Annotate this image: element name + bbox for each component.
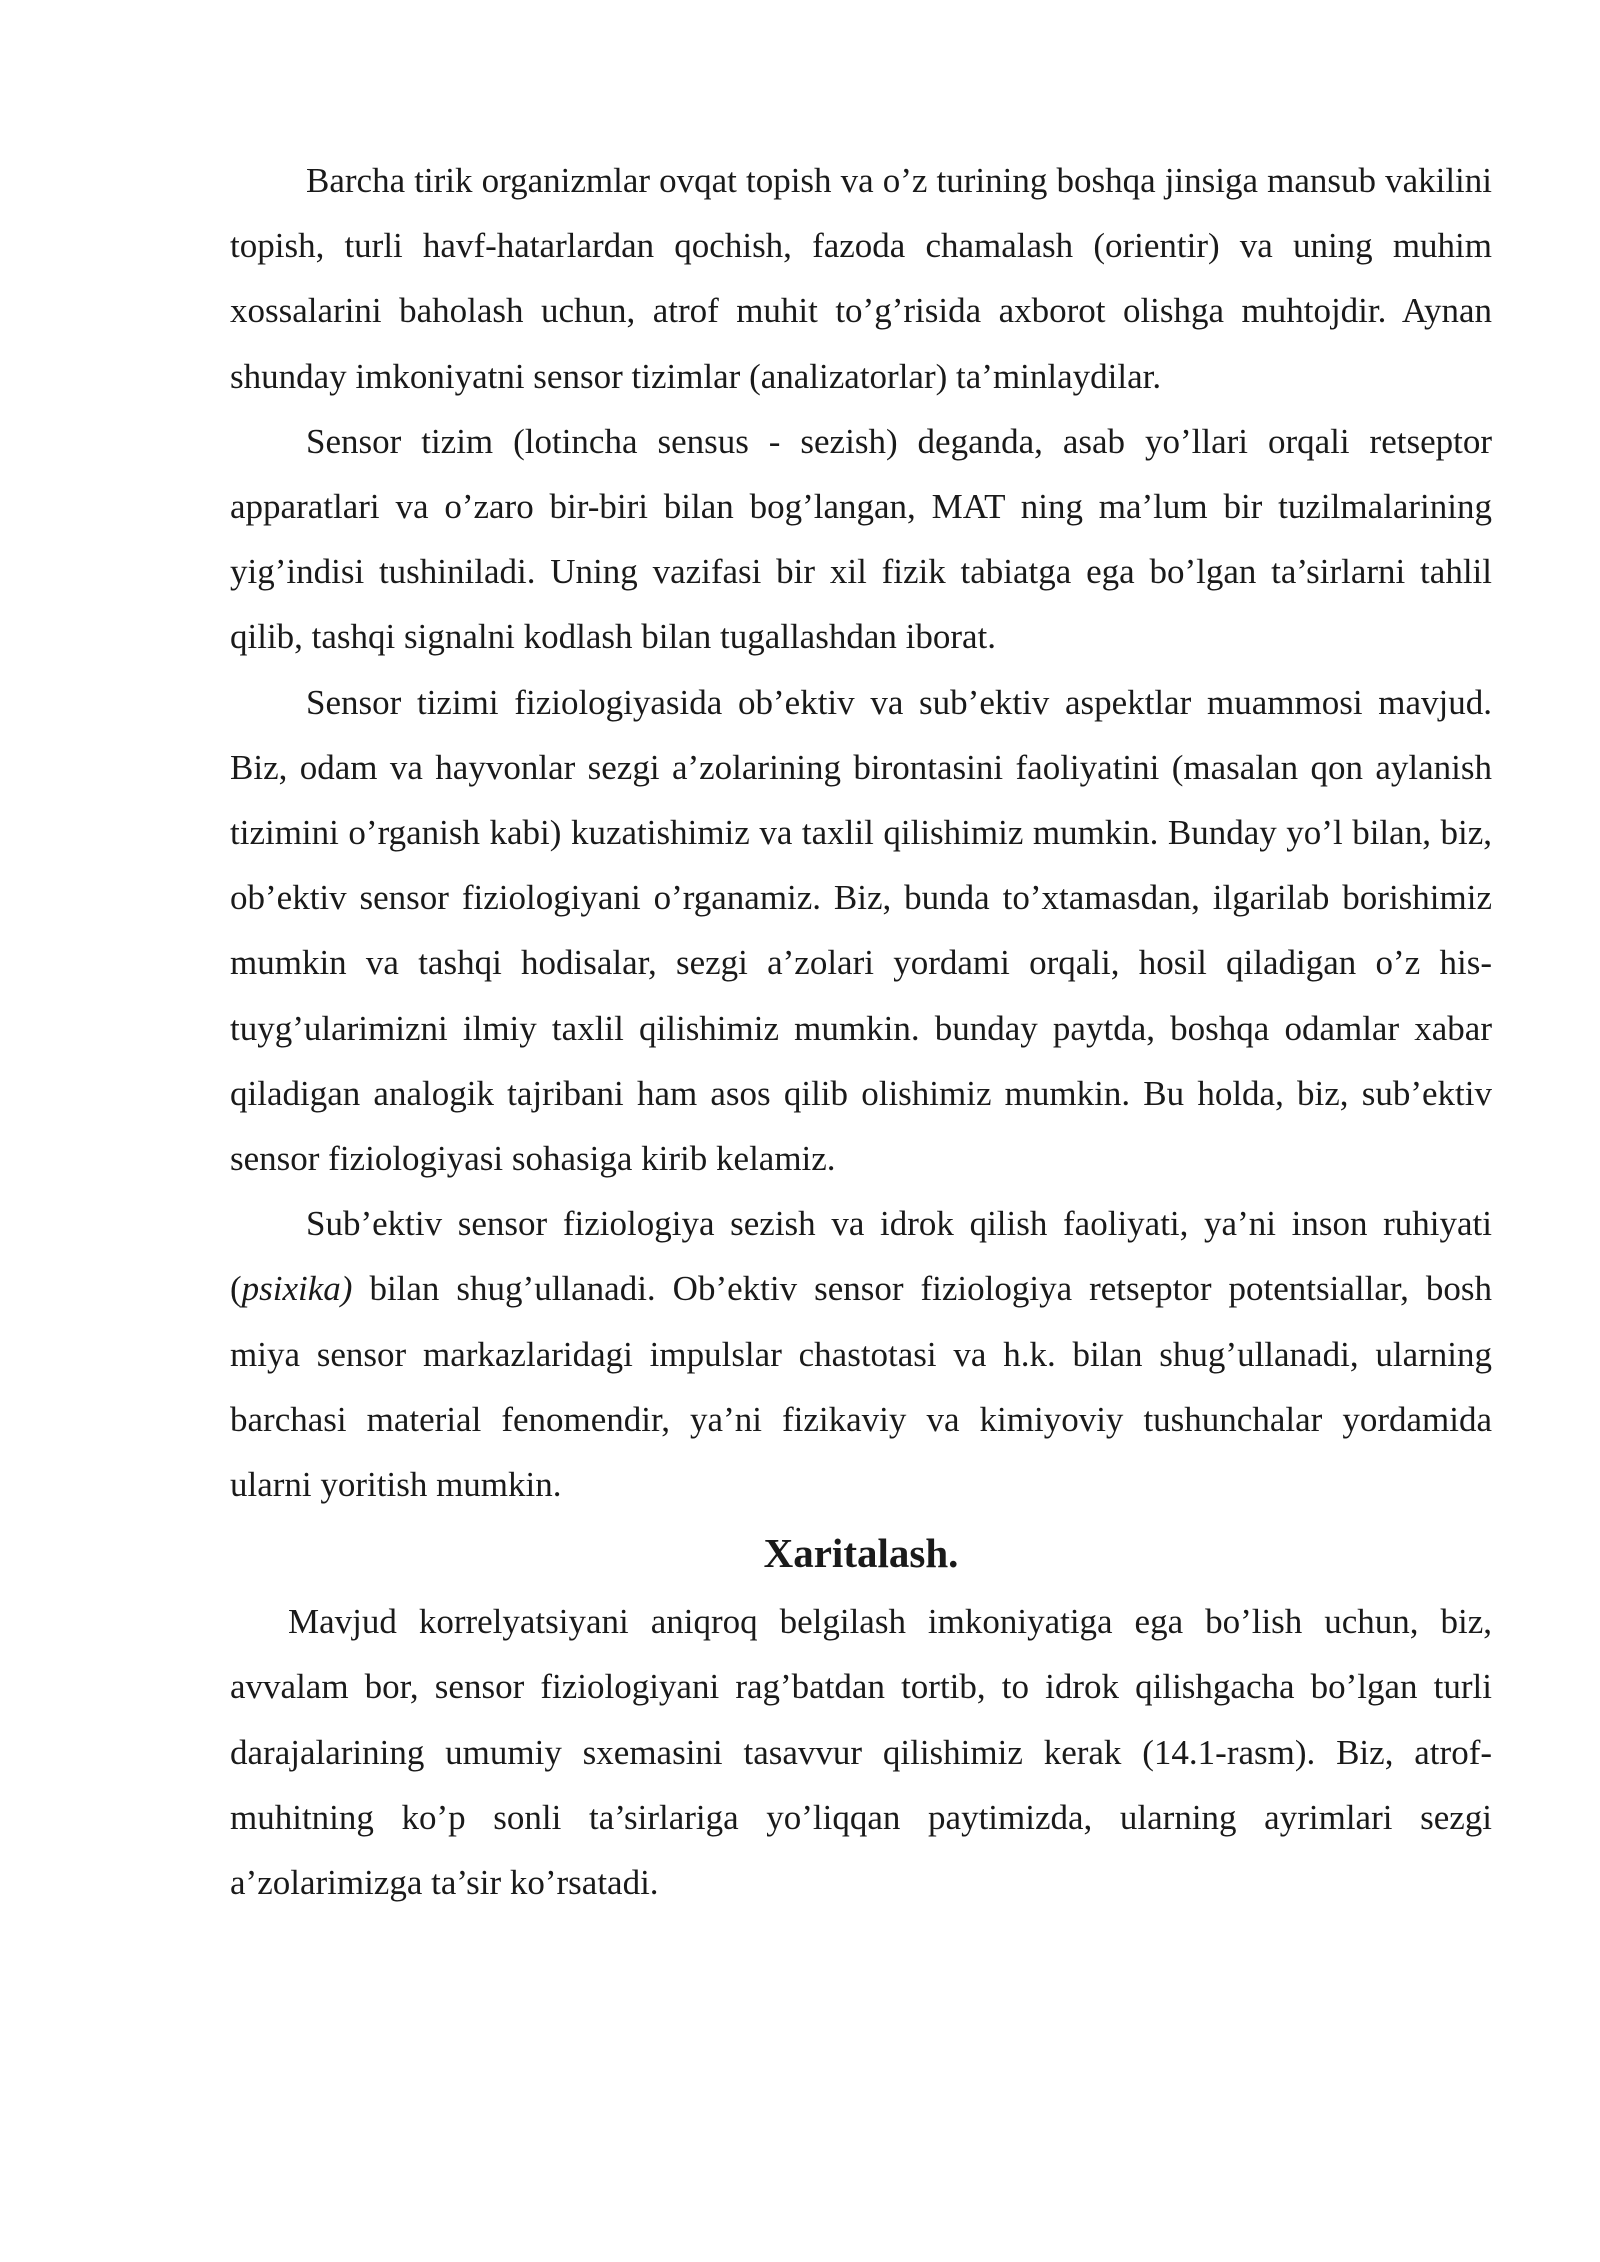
psixika-term: psixika) xyxy=(241,1269,353,1309)
paragraph-sensor-definition: Sensor tizim (lotincha sensus - sezish) deganda, asab yo’llari orqali retseptor apparatlari va o’zaro bir-biri bilan bog’langan, MAT ning ma’lum bir tuzilmalarining yig’indisi tushiniladi. Uning vazifasi bir xil fizik tabiatga ega bo’lgan ta’sirlarni tahlil qilib, tashqi signalni kodlash bilan tugallashdan iborat. xyxy=(230,421,1492,657)
paragraph-subjective-physiology xyxy=(230,1191,1492,1517)
paragraph-subjective-part2: bilan shug’ullanadi. Ob’ektiv sensor fiziologiya retseptor potentsiallar, bosh miya sensor markazlaridagi impulslar chastotasi va h.k. bilan shug’ullanadi, ularning barchasi material fenomendir, ya’ni fizikaviy va kimiyoviy tushunchalar yordamida ularni yoritish mumkin. xyxy=(230,1269,1492,1505)
section-heading: Xaritalash. xyxy=(763,1530,959,1577)
document-page xyxy=(230,148,1492,1915)
paragraph-subjective-part1: Sub’ektiv sensor fiziologiya sezish va idrok qilish faoliyati, ya’ni inson ruhiyati ( xyxy=(230,1204,1492,1309)
paragraph-objective-subjective: Sensor tizimi fiziologiyasida ob’ektiv va sub’ektiv aspektlar muammosi mavjud. Biz, odam va hayvonlar sezgi a’zolarining birontasini faoliyatini (masalan qon aylanish tizimini o’rganish kabi) kuzatishimiz va taxlil qilishimiz mumkin. Bunday yo’l bilan, biz, ob’ektiv sensor fiziologiyani o’rganamiz. Biz, bunda to’xtamasdan, ilgarilab borishimiz mumkin va tashqi hodisalar, sezgi a’zolari yordami orqali, hosil qiladigan o’z his-tuyg’ularimizni ilmiy taxlil qilishimiz mumkin. bunday paytda, boshqa odamlar xabar qiladigan analogik tajribani ham asos qilib olishimiz mumkin. Bu holda, biz, sub’ektiv sensor fiziologiyasi sohasiga kirib kelamiz. xyxy=(230,682,1492,1179)
paragraph-mapping: Mavjud korrelyatsiyani aniqroq belgilash imkoniyatiga ega bo’lish uchun, biz, avvalam bor, sensor fiziologiyani rag’batdan tortib, to idrok qilishgacha bo’lgan turli darajalarining umumiy sxemasini tasavvur qilishimiz kerak (14.1-rasm). Biz, atrof-muhitning ko’p sonli ta’sirlariga yo’liqqan paytimizda, ularning ayrimlari sezgi a’zolarimizga ta’sir ko’rsatadi. xyxy=(230,1602,1492,1903)
paragraph-sensor-need: Barcha tirik organizmlar ovqat topish va o’z turining boshqa jinsiga mansub vakilini topish, turli havf-hatarlardan qochish, fazoda chamalash (orientir) va uning muhim xossalarini baholash uchun, atrof muhit to’g’risida axborot olishga muhtojdir. Aynan shunday imkoniyatni sensor tizimlar (analizatorlar) ta’minlaydilar. xyxy=(230,161,1492,396)
